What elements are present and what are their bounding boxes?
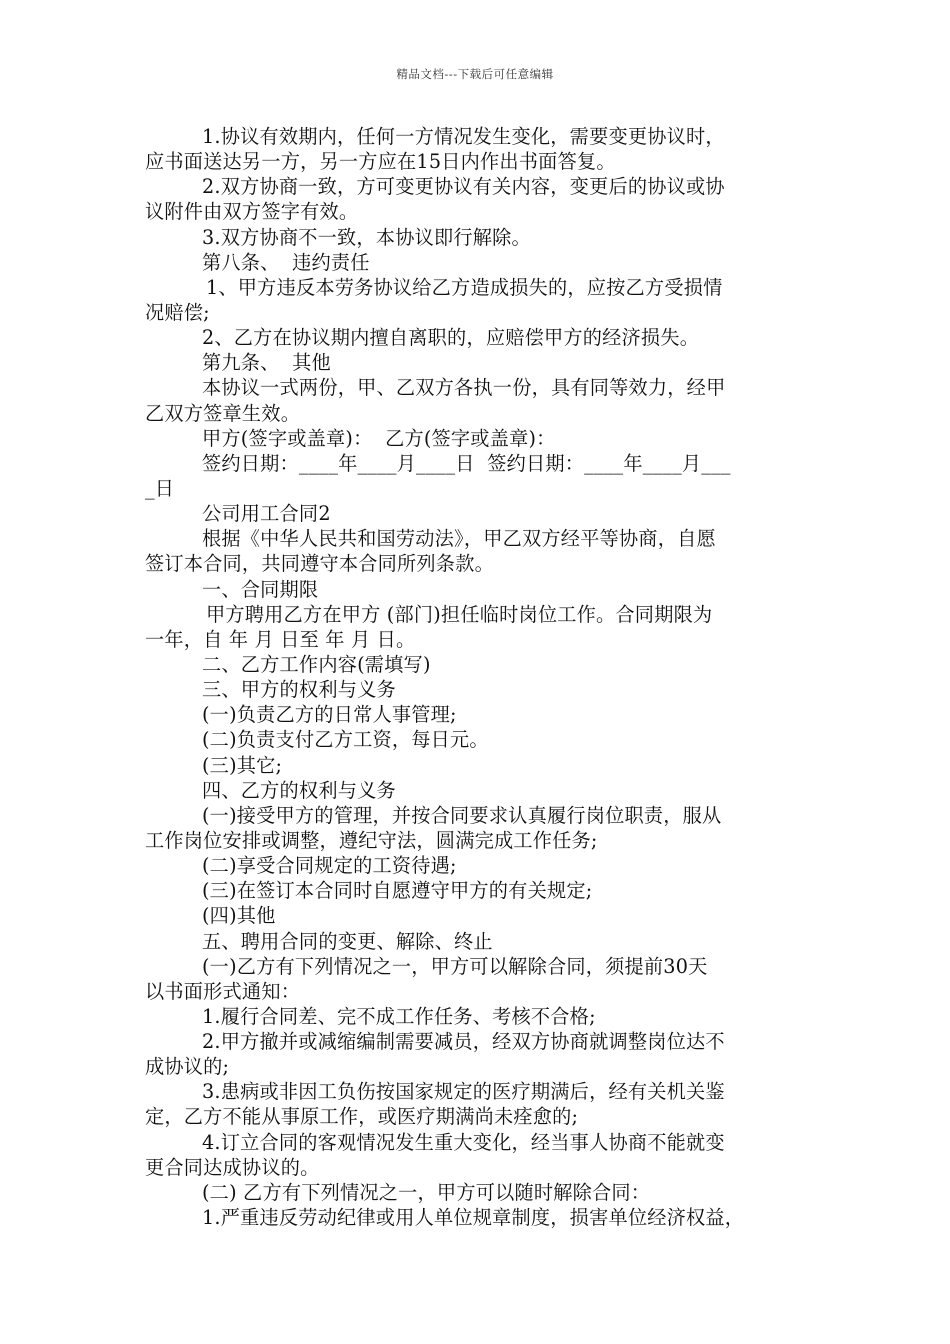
text-line: 3.患病或非因工负伤按国家规定的医疗期满后，经有关机关鉴 (202, 1080, 725, 1104)
text-line: 2.双方协商一致，方可变更协议有关内容，变更后的协议或协 (202, 175, 725, 199)
text-line: 第九条、 其他 (202, 351, 331, 375)
text-line: 工作岗位安排或调整，遵纪守法，圆满完成工作任务; (145, 828, 598, 852)
text-line: 况赔偿; (145, 300, 210, 324)
document-body (145, 124, 810, 1230)
text-line: (三)在签订本合同时自愿遵守甲方的有关规定; (202, 879, 593, 903)
text-line: 五、聘用合同的变更、解除、终止 (202, 929, 493, 953)
text-line: 以书面形式通知： (145, 979, 301, 1003)
text-line: (二)享受合同规定的工资待遇; (202, 854, 457, 878)
text-line: 甲方聘用乙方在甲方 (部门)担任临时岗位工作。合同期限为 (206, 602, 713, 626)
text-line: (一)负责乙方的日常人事管理; (202, 703, 457, 727)
text-line: 二、乙方工作内容(需填写) (202, 652, 431, 676)
text-line: 2、乙方在协议期内擅自离职的，应赔偿甲方的经济损失。 (202, 326, 700, 350)
text-line: 一、合同期限 (202, 577, 319, 601)
text-line: 公司用工合同2 (202, 502, 331, 526)
text-line: _日 (145, 476, 175, 500)
text-line: 2.甲方撤并或减缩编制需要减员，经双方协商就调整岗位达不 (202, 1030, 725, 1054)
text-line: (四)其他 (202, 904, 276, 928)
text-line: 三、甲方的权利与义务 (202, 678, 396, 702)
text-line: 议附件由双方签字有效。 (145, 200, 359, 224)
text-line: 一年，自 年 月 日至 年 月 日。 (145, 627, 416, 651)
text-line: (一)乙方有下列情况之一，甲方可以解除合同，须提前30天 (202, 954, 708, 978)
text-line: (一)接受甲方的管理，并按合同要求认真履行岗位职责，服从 (202, 803, 722, 827)
text-line: 四、乙方的权利与义务 (202, 778, 396, 802)
text-line: 乙双方签章生效。 (145, 401, 301, 425)
text-line: (三)其它; (202, 753, 283, 777)
text-line: 甲方(签字或盖章)： 乙方(签字或盖章)： (202, 426, 556, 450)
text-line: 应书面送达另一方，另一方应在15日内作出书面答复。 (145, 150, 616, 174)
text-line: (二)负责支付乙方工资，每日元。 (202, 728, 489, 752)
text-line: 1、甲方违反本劳务协议给乙方造成损失的，应按乙方受损情 (206, 275, 723, 299)
text-line: 根据《中华人民共和国劳动法》，甲乙双方经平等协商，自愿 (202, 527, 716, 551)
text-line: 3.双方协商不一致，本协议即行解除。 (202, 225, 531, 249)
text-line: 签订本合同，共同遵守本合同所列条款。 (145, 552, 494, 576)
text-line: 成协议的; (145, 1055, 230, 1079)
text-line: 定，乙方不能从事原工作，或医疗期满尚未痊愈的; (145, 1105, 579, 1129)
page-header: 精品文档---下载后可任意编辑 (396, 67, 554, 81)
text-line: 签约日期：____年____月____日 签约日期：____年____月___ (202, 451, 731, 475)
text-line: 更合同达成协议的。 (145, 1155, 320, 1179)
text-line: 1.协议有效期内，任何一方情况发生变化，需要变更协议时， (202, 125, 725, 148)
text-line: 1.履行合同差、完不成工作任务、考核不合格; (202, 1004, 596, 1028)
text-line: 4.订立合同的客观情况发生重大变化，经当事人协商不能就变 (202, 1130, 725, 1154)
text-line: 第八条、 违约责任 (202, 250, 370, 274)
text-line: (二) 乙方有下列情况之一，甲方可以随时解除合同： (202, 1180, 651, 1204)
text-line: 1.严重违反劳动纪律或用人单位规章制度，损害单位经济权益， (202, 1206, 745, 1230)
text-line: 本协议一式两份，甲、乙双方各执一份，具有同等效力，经甲 (202, 376, 726, 400)
